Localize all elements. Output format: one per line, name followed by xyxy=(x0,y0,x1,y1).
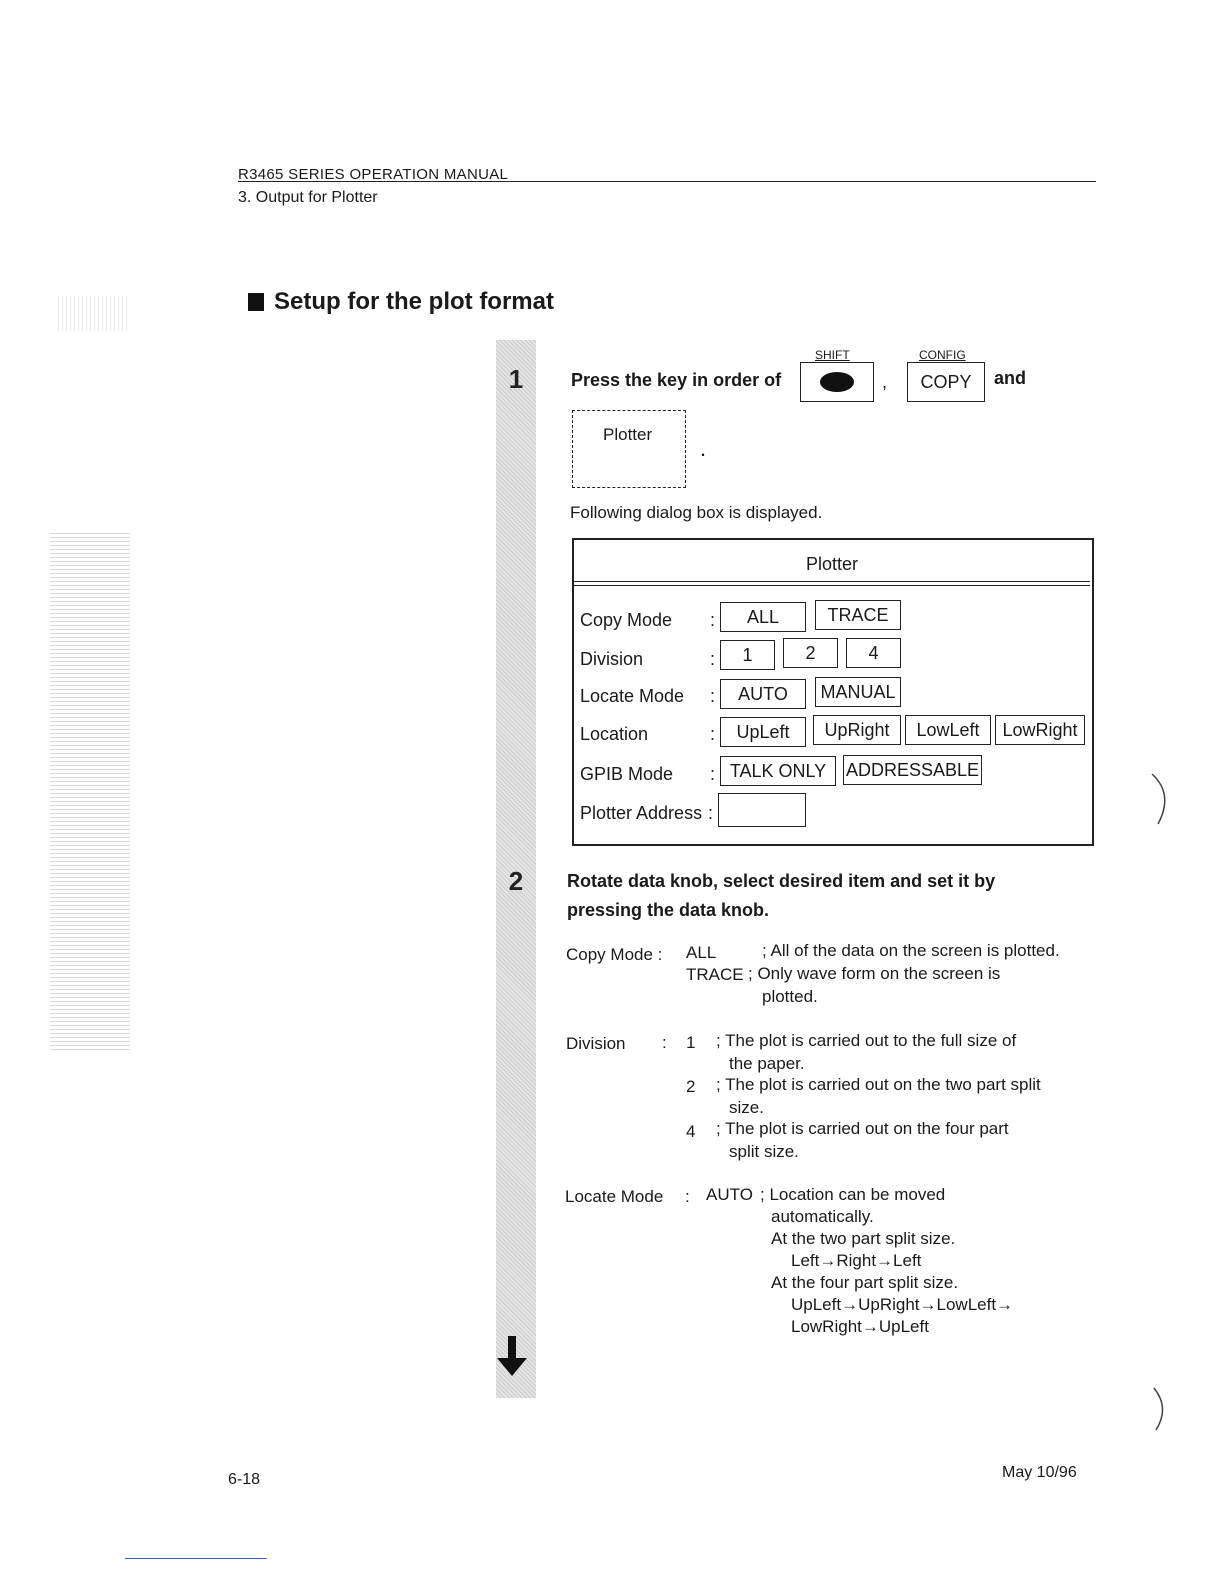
plotter-softkey[interactable] xyxy=(572,410,686,488)
step2-instruction-line2: pressing the data knob. xyxy=(567,900,770,920)
copy-mode-trace-desc-1: ; Only wave form on the screen is xyxy=(748,964,1001,983)
binding-mark-icon xyxy=(1148,770,1178,830)
copy-key[interactable]: COPY xyxy=(907,362,985,402)
division-desc-colon: : xyxy=(662,1033,667,1052)
division-2-key: 2 xyxy=(686,1077,696,1096)
copy-mode-trace-desc-2: plotted. xyxy=(762,987,818,1006)
gpib-mode-label: GPIB Mode xyxy=(580,764,674,784)
division-label: Division xyxy=(580,649,644,669)
location-lowleft-option[interactable]: LowLeft xyxy=(905,715,991,745)
copy-mode-all-key: ALL xyxy=(686,943,717,962)
copy-mode-colon: : xyxy=(710,610,716,630)
bullet-square-icon xyxy=(248,293,264,311)
shift-key-icon xyxy=(820,372,854,392)
page-number: 6-18 xyxy=(228,1471,261,1488)
location-colon: : xyxy=(710,724,716,744)
shift-key-label: SHIFT xyxy=(815,348,850,362)
shift-key[interactable] xyxy=(800,362,874,402)
plotter-address-input[interactable] xyxy=(718,793,806,827)
gpib-mode-colon: : xyxy=(710,764,716,784)
location-label: Location xyxy=(580,724,649,744)
continue-arrow-icon xyxy=(497,1336,527,1376)
division-desc-label: Division xyxy=(566,1034,626,1053)
division-4-desc-1: ; The plot is carried out on the four part xyxy=(716,1119,1009,1138)
locate-mode-auto-option[interactable]: AUTO xyxy=(720,679,806,709)
division-2-option[interactable]: 2 xyxy=(783,638,838,668)
dialog-title: Plotter xyxy=(805,554,859,574)
location-lowright-option[interactable]: LowRight xyxy=(995,715,1085,745)
locate-mode-four-part-seq-1: UpLeft→UpRight→LowLeft→ xyxy=(791,1295,1014,1314)
step1-instruction: Press the key in order of xyxy=(571,370,782,390)
plotter-address-colon: : xyxy=(708,803,714,823)
locate-mode-two-part: At the two part split size. xyxy=(771,1229,956,1248)
copy-mode-all-option[interactable]: ALL xyxy=(720,602,806,632)
division-colon: : xyxy=(710,649,716,669)
comma: , xyxy=(882,372,888,392)
plotter-address-label: Plotter Address xyxy=(580,803,703,823)
division-2-desc-1: ; The plot is carried out on the two part split xyxy=(716,1075,1041,1094)
copy-mode-desc-label: Copy Mode : xyxy=(566,945,663,964)
locate-mode-two-part-seq: Left→Right→Left xyxy=(791,1251,922,1270)
locate-mode-manual-option[interactable]: MANUAL xyxy=(815,677,901,707)
division-4-option[interactable]: 4 xyxy=(846,638,901,668)
manual-title: R3465 SERIES OPERATION MANUAL xyxy=(238,166,509,183)
section-title: Setup for the plot format xyxy=(248,288,554,316)
header-rule xyxy=(238,181,1096,182)
locate-mode-desc-label: Locate Mode xyxy=(565,1187,664,1206)
copy-mode-trace-key: TRACE xyxy=(686,965,744,984)
locate-mode-desc-2: automatically. xyxy=(771,1207,874,1226)
plotter-softkey-label: Plotter xyxy=(603,425,653,444)
copy-mode-trace-option[interactable]: TRACE xyxy=(815,600,901,630)
location-upleft-option[interactable]: UpLeft xyxy=(720,717,806,747)
step2-instruction-line1: Rotate data knob, select desired item and set it by xyxy=(567,871,996,891)
config-key-label: CONFIG xyxy=(919,348,966,362)
division-1-desc-1: ; The plot is carried out to the full size of xyxy=(716,1031,1017,1050)
locate-mode-four-part-seq-2: LowRight→UpLeft xyxy=(791,1317,929,1336)
step-1-number: 1 xyxy=(508,364,524,394)
location-upright-option[interactable]: UpRight xyxy=(813,715,901,745)
copy-mode-all-desc: ; All of the data on the screen is plotted. xyxy=(762,941,1060,960)
division-2-desc-2: size. xyxy=(729,1098,764,1117)
locate-mode-auto-key: AUTO xyxy=(706,1185,753,1204)
step-2-number: 2 xyxy=(508,866,524,896)
binding-mark-icon-2 xyxy=(1150,1384,1174,1434)
footer-rule xyxy=(125,1558,267,1559)
dialog-title-rule xyxy=(574,581,1090,582)
division-1-option[interactable]: 1 xyxy=(720,640,775,670)
gpib-talk-only-option[interactable]: TALK ONLY xyxy=(720,756,836,786)
revision-date: May 10/96 xyxy=(1002,1464,1077,1481)
locate-mode-colon: : xyxy=(710,686,716,706)
locate-mode-desc-1: ; Location can be moved xyxy=(760,1185,946,1204)
period: . xyxy=(700,436,707,461)
locate-mode-four-part: At the four part split size. xyxy=(771,1273,959,1292)
division-1-key: 1 xyxy=(686,1033,696,1052)
division-1-desc-2: the paper. xyxy=(729,1054,805,1073)
division-4-desc-2: split size. xyxy=(729,1142,799,1161)
scan-artifact-left xyxy=(50,530,130,1050)
step1-result: Following dialog box is displayed. xyxy=(570,503,823,522)
dialog-title-rule-2 xyxy=(574,585,1090,586)
chapter-title: 3. Output for Plotter xyxy=(238,189,378,206)
gpib-addressable-option[interactable]: ADDRESSABLE xyxy=(843,755,982,785)
locate-mode-desc-colon: : xyxy=(685,1187,690,1206)
and-text: and xyxy=(994,368,1027,388)
scan-artifact-top xyxy=(58,296,130,330)
division-4-key: 4 xyxy=(686,1122,696,1141)
copy-mode-label: Copy Mode xyxy=(580,610,673,630)
locate-mode-label: Locate Mode xyxy=(580,686,685,706)
